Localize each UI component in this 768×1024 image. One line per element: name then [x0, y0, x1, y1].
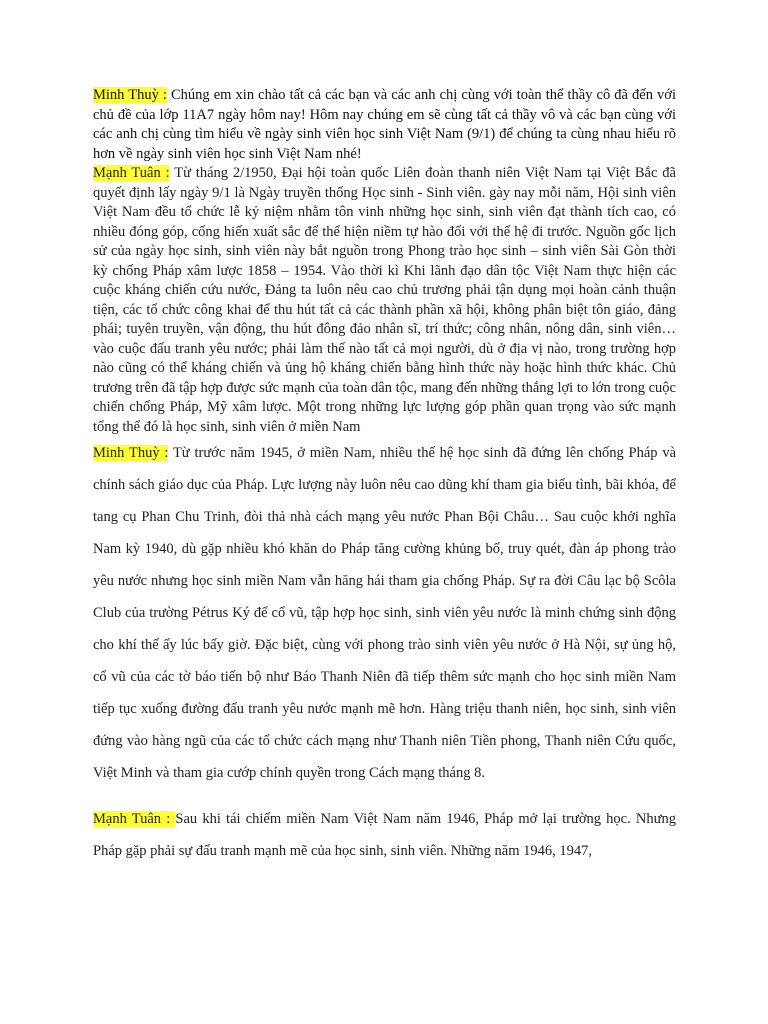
paragraph-text: Từ trước năm 1945, ở miền Nam, nhiều thế hệ học sinh đã đứng lên chống Pháp và chính sách giáo dục của Pháp. Lực lượng này luôn nêu cao dũng khí tham gia biểu tình, bãi khóa, để tang cụ Phan Chu Trinh, đòi thả nhà cách mạng yêu nước Phan Bội Châu… Sau cuộc khởi nghĩa Nam kỳ 1940, dù gặp nhiều khó khăn do Pháp tăng cường khủng bố, truy quét, đàn áp phong trào yêu nước nhưng học sinh miền Nam vẫn hăng hái tham gia chống Pháp. Sự ra đời Câu lạc bộ Scôla Club của trường Pétrus Ký để cổ vũ, tập hợp học sinh, sinh viên yêu nước là minh chứng sinh động cho khí thế ấy lúc bấy giờ. Đặc biệt, cùng với phong trào sinh viên yêu nước ở Hà Nội, sự ủng hộ, cổ vũ của các tờ báo tiến bộ như Báo Thanh Niên đã tiếp thêm sức mạnh cho học sinh miền Nam tiếp tục xuống đường đấu tranh yêu nước mạnh mẽ hơn. Hàng triệu thanh niên, học sinh, sinh viên đứng vào hàng ngũ của các tổ chức cách mạng như Thanh niên Tiền phong, Thanh niên Cứu quốc, Việt Minh và tham gia cướp chính quyền trong Cách mạng tháng 8. [93, 445, 677, 781]
paragraph-4 [93, 803, 676, 867]
speaker-label: Mạnh Tuân : [93, 811, 176, 827]
paragraph-text: Chúng em xin chào tất cả các bạn và các anh chị cùng với toàn thể thầy cô đã đến với chủ đề của lớp 11A7 ngày hôm nay! Hôm nay chúng em sẽ cùng tất cả thầy vô và các bạn cùng với các anh chị cùng tìm hiểu về ngày sinh viên học sinh Việt Nam (9/1) để chúng ta cùng nhau hiểu rõ hơn về ngày sinh viên học sinh Việt Nam nhé! [93, 87, 676, 162]
paragraph-text: Từ tháng 2/1950, Đại hội toàn quốc Liên đoàn thanh niên Việt Nam tại Việt Bắc đã quyết định lấy ngày 9/1 là Ngày truyền thống Học sinh - Sinh viên. gày nay mỗi năm, Hội sinh viên Việt Nam đều tổ chức lễ kỷ niệm nhằm tôn vinh những học sinh, sinh viên đạt thành tích cao, có nhiều đóng góp, cống hiến xuất sắc để thể hiện niềm tự hào đối với thế hệ đi trước. Nguồn gốc lịch sử của ngày học sinh, sinh viên này bắt nguồn trong Phong trào học sinh – sinh viên Sài Gòn thời kỳ chống Pháp xâm lược 1858 – 1954. Vào thời kì Khi lãnh đạo dân tộc Việt Nam thực hiện các cuộc kháng chiến cứu nước, Đảng ta luôn nêu cao chủ trương phải tận dụng mọi hoàn cảnh thuận tiện, các tổ chức công khai để thu hút tất cả các thành phần xã hội, không phân biệt tôn giáo, đảng phái; tuyên truyền, vận động, thu hút đông đảo nhân sĩ, trí thức; công nhân, nông dân, sinh viên… vào cuộc đấu tranh yêu nước; phải làm thế nào tất cả mọi người, dù ở địa vị nào, trong trường hợp nào cũng có thể kháng chiến và ủng hộ kháng chiến bằng hình thức này hoặc hình thức khác. Chủ trương trên đã tập hợp được sức mạnh của toàn dân tộc, mang đến những thắng lợi to lớn trong cuộc chiến chống Pháp, Mỹ xâm lược. Một trong những lực lượng góp phần quan trọng vào sức mạnh tổng thể đó là học sinh, sinh viên ở miền Nam [93, 165, 676, 435]
paragraph-1 [93, 86, 676, 164]
speaker-label: Mạnh Tuân : [93, 165, 170, 181]
speaker-label: Minh Thuỳ : [93, 87, 167, 103]
paragraph-3 [93, 437, 676, 789]
speaker-label: Minh Thuỳ : [93, 445, 169, 461]
paragraph-2 [93, 164, 676, 437]
paragraph-text: Sau khi tái chiếm miền Nam Việt Nam năm 1946, Pháp mở lại trường học. Nhưng Pháp gặp phải sự đấu tranh mạnh mẽ của học sinh, sinh viên. Những năm 1946, 1947, [93, 811, 676, 859]
